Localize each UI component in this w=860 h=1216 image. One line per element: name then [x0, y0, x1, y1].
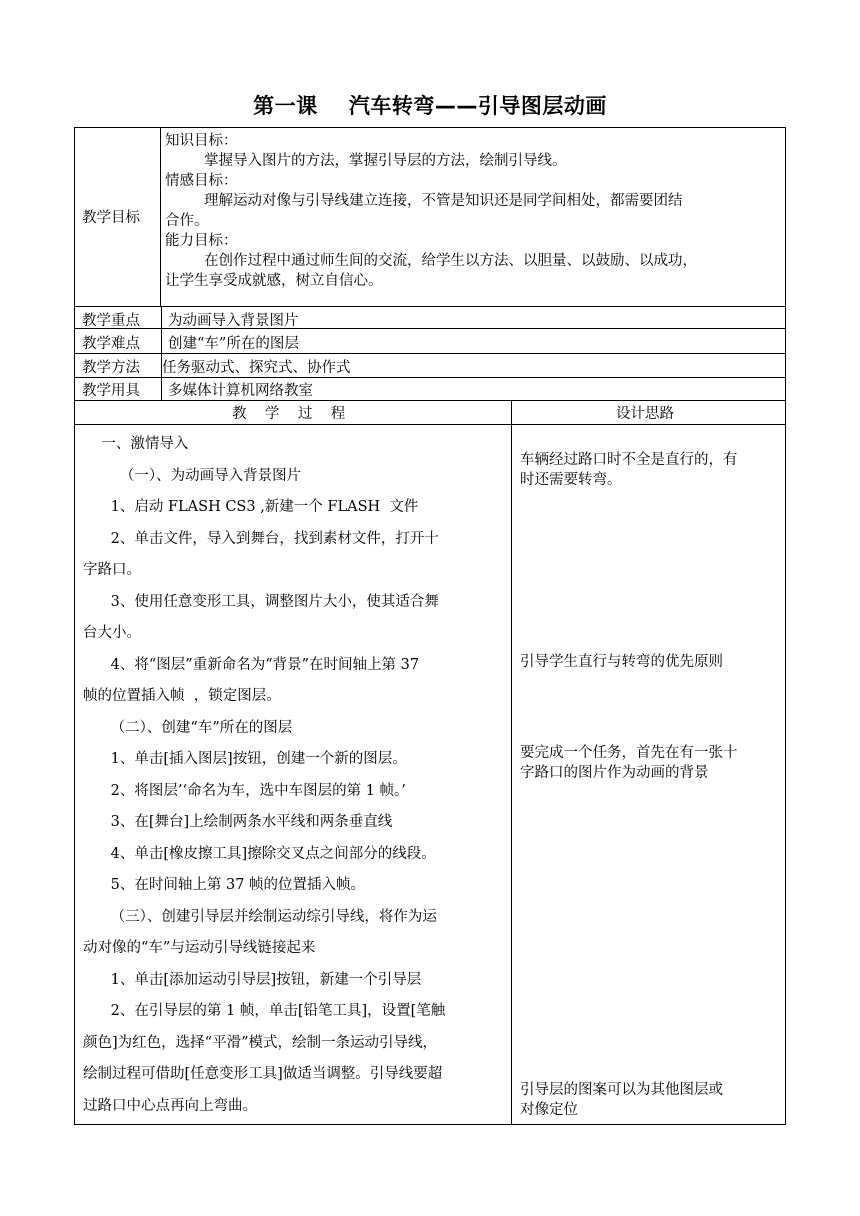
process-line: 4、将“图层”重新命名为“背景”在时间轴上第 37: [83, 656, 420, 673]
process-line: 颜色]为红色，选择“平滑”模式，绘制一条运动引导线，: [83, 1034, 437, 1051]
tools-value: 多媒体计算机网络教室: [168, 383, 313, 399]
design-note-4: [520, 1080, 782, 1120]
method-value: 任务驱动式、探究式、协作式: [162, 360, 351, 376]
process-line: 台大小。: [83, 625, 141, 641]
document-title: 第一课 汽车转弯——引导图层动画: [253, 94, 607, 118]
process-line: 3、在[舞台]上绘制两条水平线和两条垂直线: [83, 814, 393, 830]
design-note-line: 字路口的图片作为动画的背景: [520, 765, 709, 781]
emotion-heading: 情感目标：: [165, 173, 238, 189]
process-line: 5、在时间轴上第 37 帧的位置插入帧。: [83, 877, 366, 893]
process-line: （三）、创建引导层并绘制运动综引导线，将作为运: [83, 908, 437, 925]
process-line: （二）、创建“车”所在的图层: [83, 719, 293, 736]
process-line: 1、单击[插入图层]按钮，创建一个新的图层。: [83, 751, 407, 767]
ability-heading: 能力目标：: [165, 233, 238, 249]
ability-line2: 让学生享受成就感，树立自信心。: [165, 273, 383, 289]
design-note-1: [520, 450, 782, 490]
process-line: 一、激情导入: [83, 436, 189, 452]
design-note-2: [520, 652, 782, 672]
process-line: 1、启动 FLASH CS3 ,新建一个 FLASH 文件: [83, 499, 419, 515]
knowledge-text: 掌握导入图片的方法，掌握引导层的方法，绘制引导线。: [204, 153, 567, 169]
design-note-line: 车辆经过路口时不全是直行的，有: [520, 452, 738, 468]
process-line: （一）、为动画导入背景图片: [83, 467, 302, 484]
knowledge-heading: 知识目标：: [165, 133, 238, 149]
objectives-content: [165, 131, 785, 291]
design-note-line: 对像定位: [520, 1102, 578, 1118]
design-note-line: 引导层的图案可以为其他图层或: [520, 1082, 723, 1098]
objectives-label: 教学目标: [82, 210, 140, 226]
process-line: 动对像的“车”与运动引导线链接起来: [83, 940, 316, 956]
process-line: 1、单击[添加运动引导层]按钮，新建一个引导层: [83, 971, 422, 988]
ability-line1: 在创作过程中通过师生间的交流，给学生以方法、以胆量、以鼓励、以成功，: [204, 253, 697, 269]
design-note-line: 要完成一个任务，首先在有一张十: [520, 745, 738, 761]
process-line: 3、使用任意变形工具，调整图片大小，使其适合舞: [83, 593, 439, 610]
process-line: 绘制过程可借助[任意变形工具]做适当调整。引导线要超: [83, 1066, 443, 1082]
key-point-value: 为动画导入背景图片: [168, 313, 299, 329]
process-content: [83, 429, 505, 1122]
process-line: 帧的位置插入帧 ，锁定图层。: [83, 688, 281, 704]
process-line: 字路口。: [83, 562, 141, 578]
method-label: 教学方法: [82, 360, 140, 376]
process-header: 教 学 过 程: [232, 406, 346, 422]
process-line: 2、在引导层的第 1 帧，单击[铅笔工具]，设置[笔触: [83, 1003, 446, 1019]
key-point-label: 教学重点: [82, 313, 140, 329]
tools-label: 教学用具: [82, 383, 140, 399]
design-note-line: 时还需要转弯。: [520, 472, 622, 488]
emotion-line1: 理解运动对像与引导线建立连接，不管是知识还是同学间相处，都需要团结: [204, 193, 683, 209]
difficulty-label: 教学难点: [82, 336, 140, 352]
process-line: 2、单击文件，导入到舞台，找到素材文件，打开十: [83, 530, 439, 547]
emotion-line2: 合作。: [165, 213, 209, 229]
process-line: 4、单击[橡皮擦工具]擦除交叉点之间部分的线段。: [83, 845, 436, 862]
process-line: 过路口中心点再向上弯曲。: [83, 1097, 257, 1114]
process-line: 2、将图层’‘命名为车，选中车图层的第 1 帧。’: [83, 782, 406, 799]
design-note-line: 引导学生直行与转弯的优先原则: [520, 654, 723, 670]
design-header: 设计思路: [616, 406, 674, 422]
design-note-3: [520, 743, 782, 783]
difficulty-value: 创建“车”所在的图层: [168, 336, 299, 352]
